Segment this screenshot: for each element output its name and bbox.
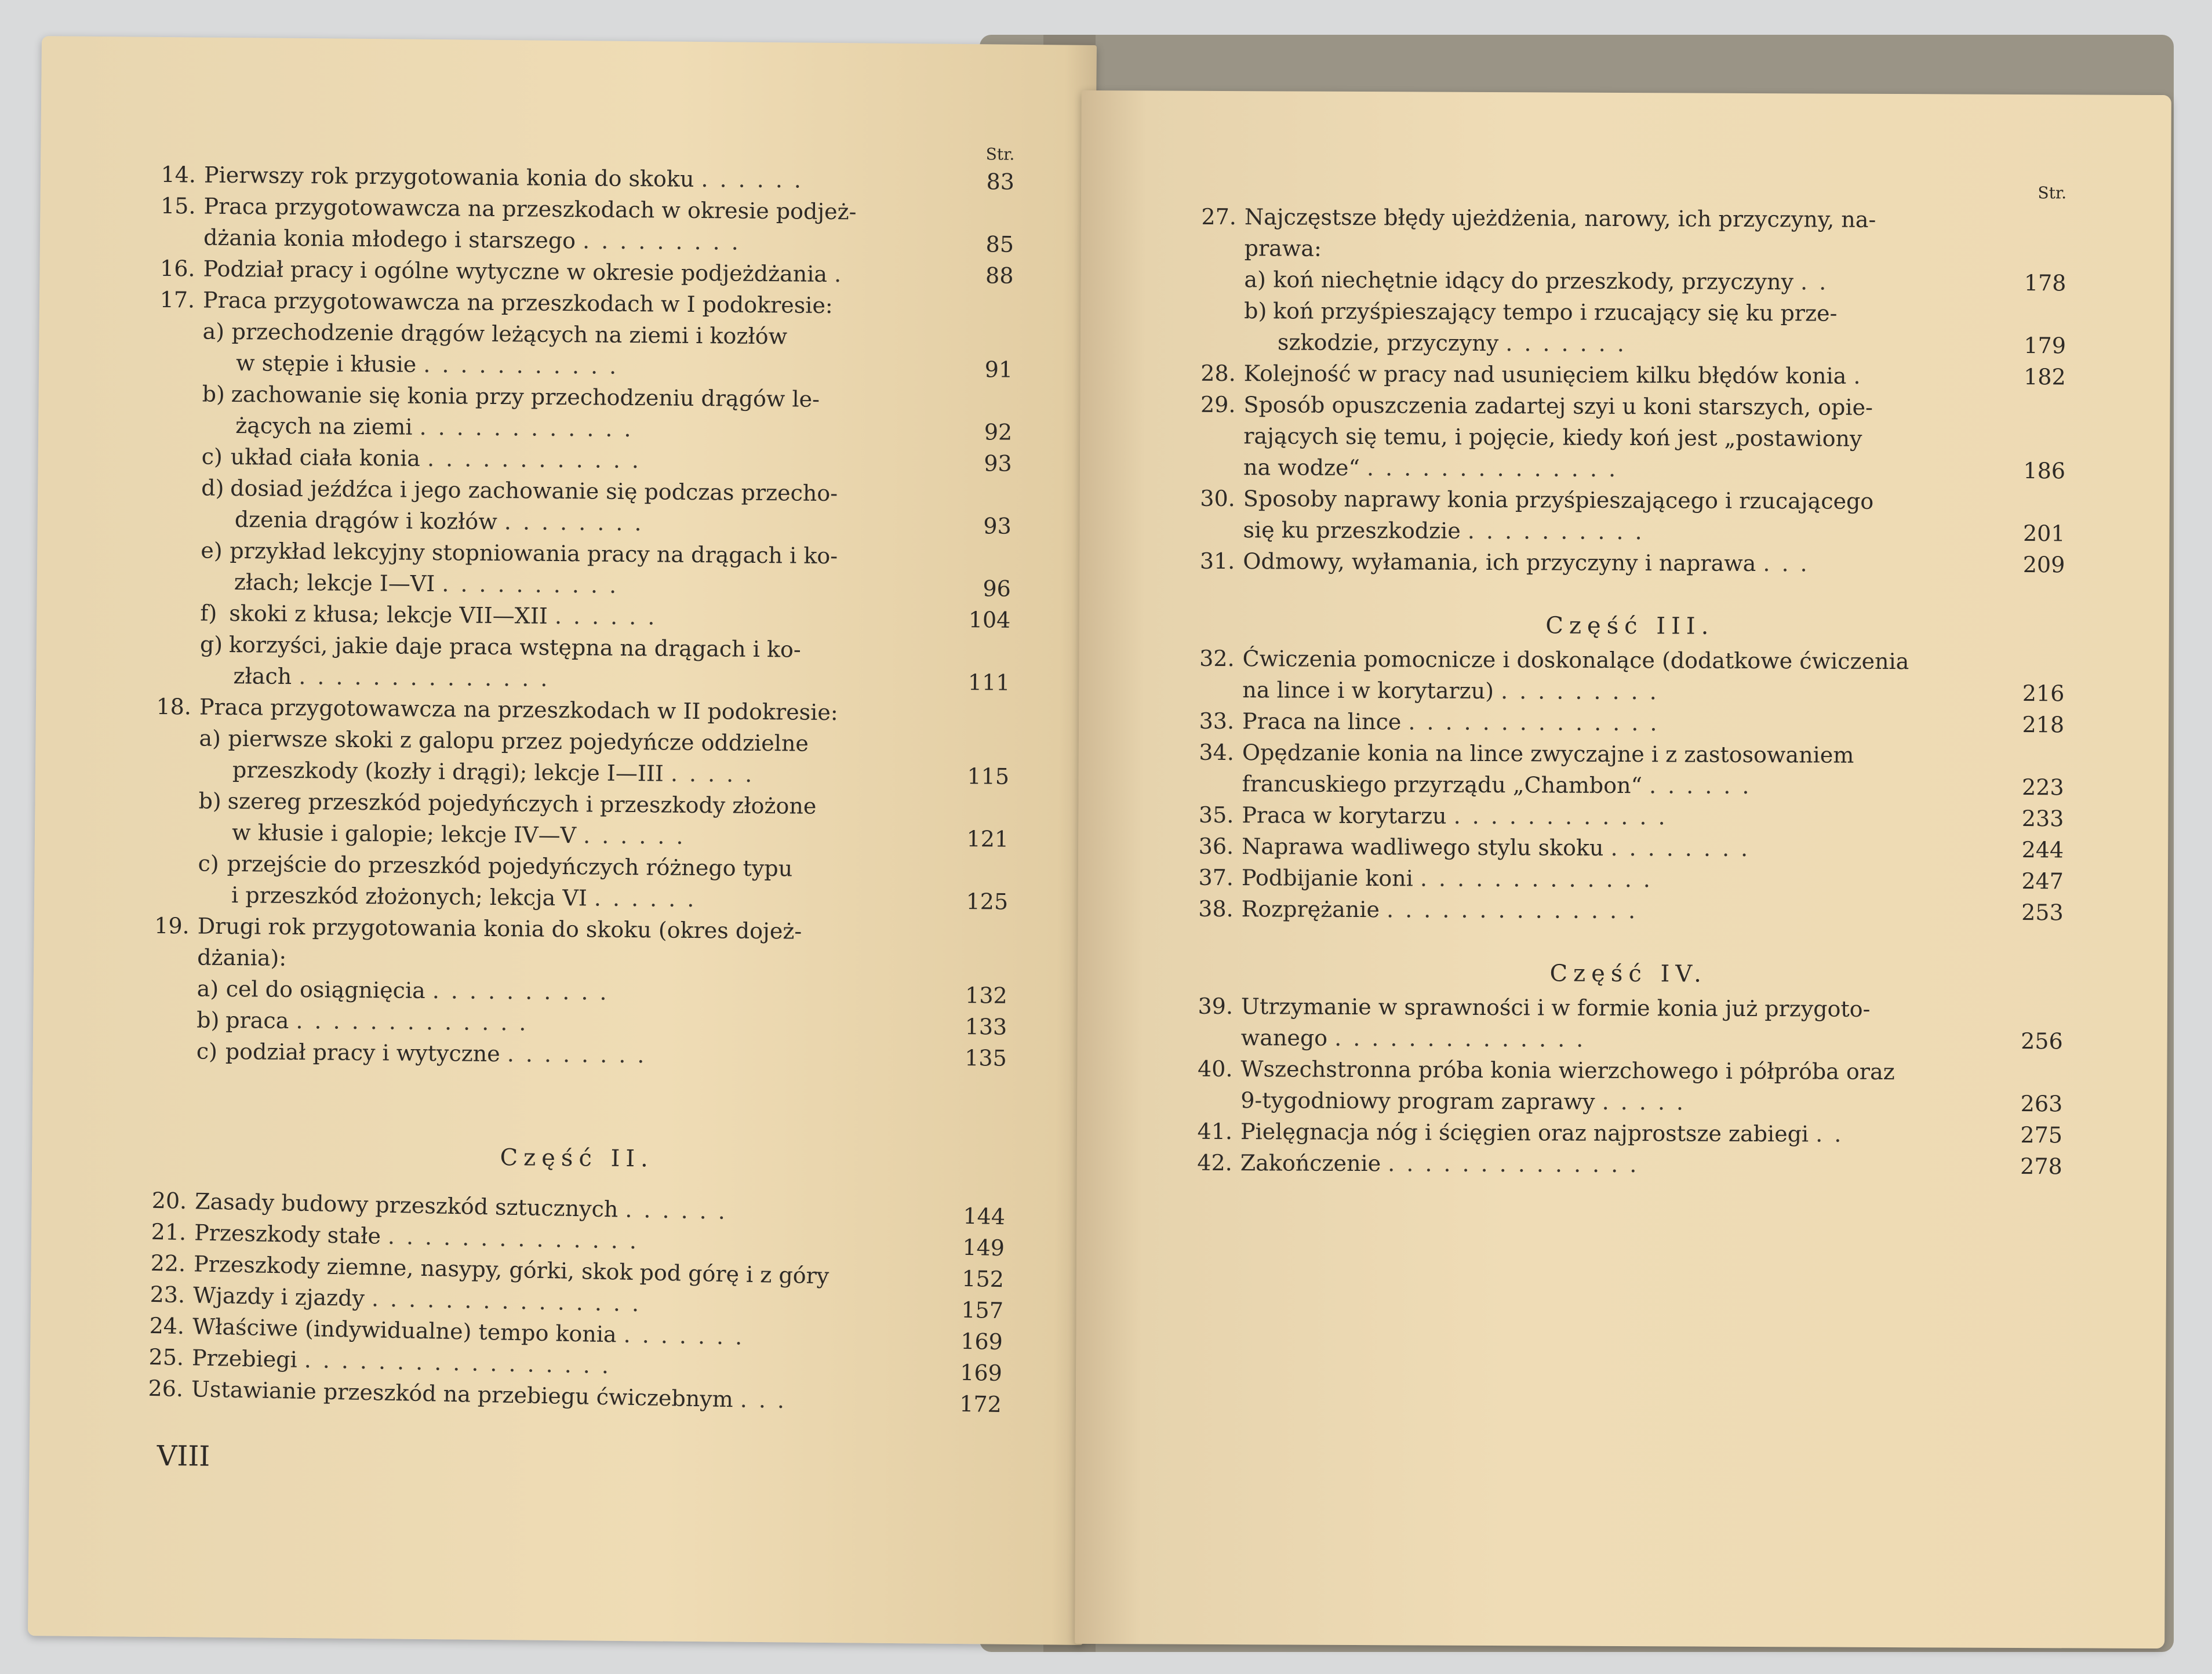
toc-entry-25: 25. Przebiegi ................. 169	[148, 1344, 1003, 1386]
toc-entry-40-cont: 9-tygodniowy program zaprawy ..... 263	[1240, 1087, 2063, 1117]
left-toc	[145, 136, 1015, 1418]
toc-entry-19-cont: dżania):	[197, 944, 287, 971]
toc-sub-17a: a) przechodzenie drągów leżących na ziemi i kozłów	[202, 318, 788, 350]
toc-sub-17e: e) przykład lekcyjny stopniowania pracy na drągach i ko-	[201, 537, 838, 569]
section-heading-part-iii: Część III.	[1545, 612, 1715, 640]
toc-sub-18c-cont: i przeszkód złożonych; lekcja VI ...... 125	[231, 882, 1009, 915]
toc-entry-34: 34. Opędzanie konia na lince zwyczajne i z zastosowaniem	[1199, 739, 1854, 768]
right-page	[1075, 90, 2171, 1648]
toc-entry-20: 20. Zasady budowy przeszkód sztucznych ...... 144	[151, 1187, 1006, 1230]
toc-entry-28: 28. Kolejność w pracy nad usunięciem kilku błędów konia . 182	[1200, 360, 2066, 390]
toc-sub-19a: a) cel do osiągnięcia .......... 132	[197, 976, 1007, 1009]
toc-sub-18a: a) pierwsze skoki z galopu przez pojedyńcze oddzielne	[199, 725, 809, 756]
toc-entry-35: 35. Praca w korytarzu ............ 233	[1198, 802, 2064, 832]
toc-sub-19	[149, 973, 1007, 1074]
toc-entry-42: 42. Zakończenie .............. 278	[1197, 1149, 2062, 1180]
toc-entry-41: 41. Pielęgnacja nóg i ścięgien oraz najprostsze zabiegi .. 275	[1197, 1118, 2063, 1148]
toc-entry-39: 39. Utrzymanie w sprawności i w formie konia już przygoto-	[1198, 993, 1871, 1022]
toc-entry-15-cont: dżania konia młodego i starszego ......... 85	[203, 224, 1014, 257]
toc-sub-27b: b) koń przyśpieszający tempo i rzucający się ku prze-	[1244, 298, 1838, 326]
toc-entry-16: 16. Podział pracy i ogólne wytyczne w okresie podjeżdżania . 88	[159, 255, 1014, 289]
toc-entry-32: 32. Ćwiczenia pomocnicze i doskonalące (dodatkowe ćwiczenia	[1199, 645, 1909, 675]
toc-sub-18b-cont: w kłusie i galopie; lekcje IV—V ...... 121	[231, 820, 1009, 852]
toc-entry-18: 18. Praca przygotowawcza na przeszkodach w II podokresie:	[156, 693, 838, 726]
toc-entry-33: 33. Praca na lince .............. 218	[1199, 708, 2065, 738]
section-heading-part-ii: Część II.	[500, 1144, 654, 1173]
toc-entry-17: 17. Praca przygotowawcza na przeszkodach w I podokresie:	[159, 286, 833, 319]
toc-entry-29: 29. Sposób opuszczenia zadartej szyi u koni starszych, opie-	[1200, 391, 1873, 420]
section-heading-part-iv: Część IV.	[1549, 960, 1708, 988]
toc-sub-18c: c) przejście do przeszkód pojedyńczych różnego typu	[198, 850, 793, 882]
toc-sub-27b-cont: szkodzie, przyczyny ....... 179	[1277, 329, 2067, 359]
toc-entry-30-cont: się ku przeszkodzie .......... 201	[1243, 517, 2065, 547]
page-folio: VIII	[157, 1439, 210, 1473]
right-toc	[1193, 178, 2067, 1182]
toc-sub-17e-cont: złach; lekcje I—VI .......... 96	[234, 569, 1012, 602]
toc-entry-34-cont: francuskiego przyrządu „Chambon“ ...... 223	[1242, 771, 2064, 800]
toc-entry-26: 26. Ustawianie przeszkód na przebiegu ćwiczebnym ... 172	[148, 1375, 1002, 1418]
toc-sub-17d-cont: dzenia drągów i kozłów ........ 93	[234, 507, 1012, 539]
toc-sub-27a: a) koń niechętnie idący do przeszkody, przyczyny .. 178	[1244, 267, 2067, 296]
toc-entry-23: 23. Wjazdy i zjazdy ............... 157	[150, 1281, 1004, 1324]
toc-entry-38: 38. Rozprężanie .............. 253	[1198, 896, 2064, 926]
toc-entry-27: 27. Najczęstsze błędy ujeżdżenia, narowy, ich przyczyny, na-	[1201, 203, 1876, 232]
toc-sub-17c: c) układ ciała konia ............ 93	[201, 443, 1012, 476]
toc-entry-31: 31. Odmowy, wyłamania, ich przyczyny i naprawa ... 209	[1199, 548, 2065, 578]
toc-entry-27-cont: prawa:	[1244, 235, 1322, 261]
right-str-label: Str.	[2038, 183, 2067, 203]
toc-sub-17d: d) dosiad jeźdźca i jego zachowanie się podczas przecho-	[201, 475, 838, 507]
toc-sub-18	[150, 722, 1010, 918]
toc-entry-32-cont: na lince i w korytarzu) ......... 216	[1242, 677, 2065, 707]
toc-entry-30: 30. Sposoby naprawy konia przyśpieszającego i rzucającego	[1200, 485, 1874, 514]
toc-sub-17g-cont: złach .............. 111	[233, 663, 1010, 696]
toc-entry-36: 36. Naprawa wadliwego stylu skoku ........ 244	[1198, 833, 2064, 863]
toc-entry-19: 19. Drugi rok przygotowania konia do skoku (okres dojeż-	[154, 912, 802, 944]
toc-sub-19b: b) praca ............. 133	[197, 1007, 1007, 1040]
toc-sub-17f: f) skoki z kłusa; lekcje VII—XII ...... 104	[200, 600, 1011, 633]
toc-entry-29-cont2: na wodze“ .............. 186	[1243, 454, 2066, 484]
toc-sub-17b-cont: żących na ziemi ............ 92	[235, 413, 1013, 445]
toc-entry-37: 37. Podbijanie koni ............. 247	[1198, 864, 2064, 894]
toc-entry-29-cont: rających się temu, i pojęcie, kiedy koń jest „postawiony	[1243, 423, 1862, 452]
toc-entry-24: 24. Właściwe (indywidualne) tempo konia ....... 169	[149, 1312, 1003, 1355]
toc-entry-39-cont: wanego .............. 256	[1240, 1025, 2063, 1054]
toc-sub-18b: b) szereg przeszkód pojedyńczych i przeszkody złożone	[198, 788, 817, 819]
toc-sub-18a-cont: przeszkody (kozły i drągi); lekcje I—III ..... 115	[232, 757, 1010, 789]
left-page	[28, 36, 1097, 1645]
toc-entry-40: 40. Wszechstronna próba konia wierzchowego i półpróba oraz	[1197, 1056, 1895, 1085]
right-entries-c	[1193, 991, 2063, 1182]
toc-entry-22: 22. Przeszkody ziemne, nasypy, górki, skok pod górę i z góry 152	[150, 1250, 1005, 1293]
left-entries-a	[155, 159, 1014, 323]
left-str-label: Str.	[985, 144, 1015, 164]
toc-sub-19c: c) podział pracy i wytyczne ........ 135	[196, 1038, 1007, 1071]
toc-entry-14: 14. Pierwszy rok przygotowania konia do skoku ...... 83	[161, 161, 1015, 195]
right-entries-a	[1195, 358, 2066, 581]
toc-sub-17g: g) korzyści, jakie daje praca wstępna na drągach i ko-	[199, 631, 801, 663]
toc-sub-17a-cont: w stępie i kłusie ........... 91	[235, 350, 1013, 383]
toc-entry-21: 21. Przeszkody stałe .............. 149	[151, 1218, 1005, 1261]
toc-entry-15: 15. Praca przygotowawcza na przeszkodach w okresie podjeż-	[160, 192, 857, 225]
left-entries-b	[144, 1185, 1006, 1420]
toc-sub-17b: b) zachowanie się konia przy przechodzeniu drągów le-	[202, 381, 820, 412]
toc-sub-17	[152, 315, 1013, 698]
right-entries-b	[1194, 643, 2065, 929]
